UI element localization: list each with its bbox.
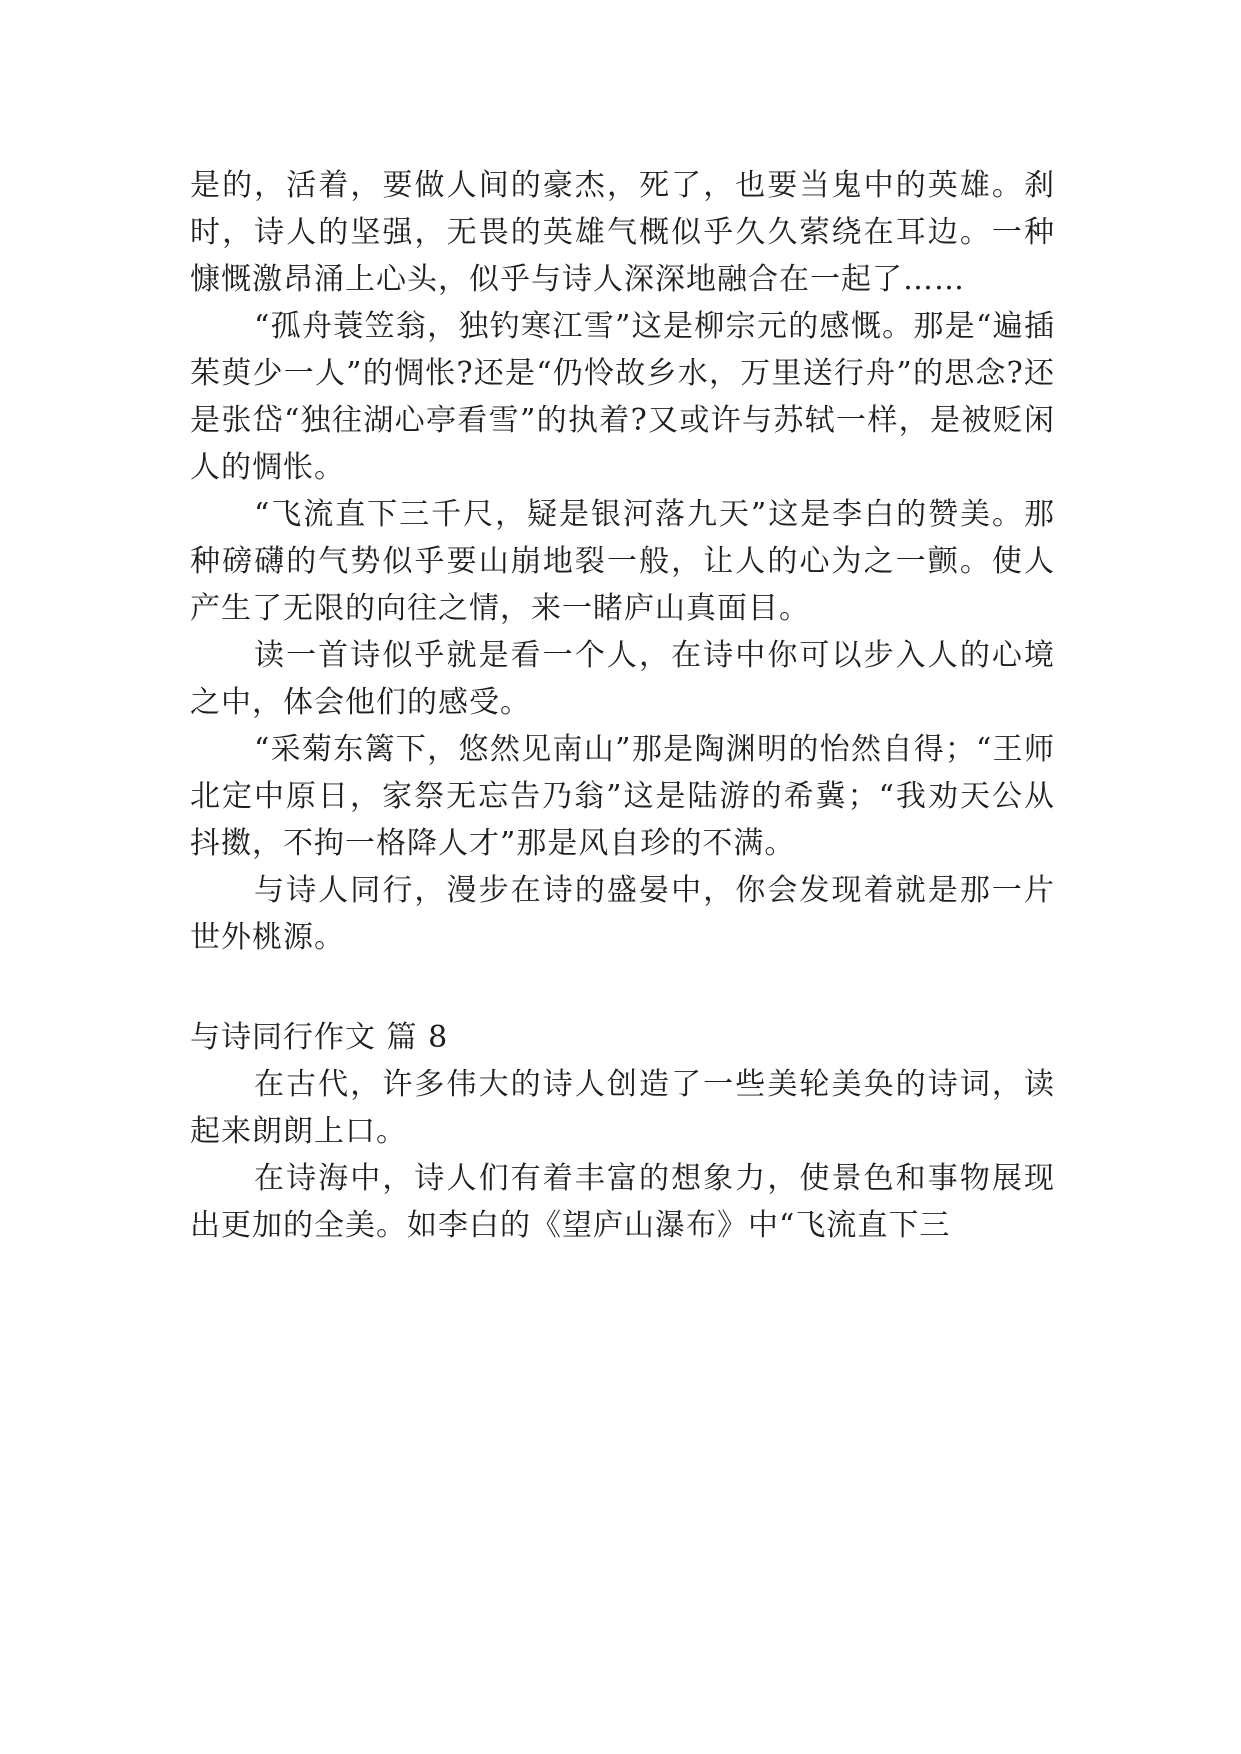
section-heading: 与诗同行作文 篇 8 xyxy=(190,1020,449,1055)
paragraph: “孤舟蓑笠翁，独钓寒江雪”这是柳宗元的感慨。那是“遍插茱萸少一人”的惆怅?还是“仍怜故乡水，万里送行舟”的思念?还是张岱“独往湖心亭看雪”的执着?又或许与苏轼一样，是被贬闲人的惆怅。 xyxy=(190,309,1055,485)
paragraph: 与诗人同行，漫步在诗的盛晏中，你会发现着就是那一片世外桃源。 xyxy=(190,873,1055,955)
paragraph: 在诗海中，诗人们有着丰富的想象力，使景色和事物展现出更加的全美。如李白的《望庐山瀑布》中“飞流直下三 xyxy=(190,1161,1055,1243)
paragraph: “采菊东篱下，悠然见南山”那是陶渊明的怡然自得；“王师北定中原日，家祭无忘告乃翁”这是陆游的希冀；“我劝天公从抖擞，不拘一格降人才”那是风自珍的不满。 xyxy=(190,732,1055,861)
paragraph: 在古代，许多伟大的诗人创造了一些美轮美奂的诗词，读起来朗朗上口。 xyxy=(190,1067,1055,1149)
paragraph: 读一首诗似乎就是看一个人，在诗中你可以步入人的心境之中，体会他们的感受。 xyxy=(190,638,1055,720)
paragraph: 是的，活着，要做人间的豪杰，死了，也要当鬼中的英雄。刹时，诗人的坚强，无畏的英雄气概似乎久久萦绕在耳边。一种慷慨激昂涌上心头，似乎与诗人深深地融合在一起了…… xyxy=(190,168,1055,297)
paragraph: “飞流直下三千尺，疑是银河落九天”这是李白的赞美。那种磅礴的气势似乎要山崩地裂一般，让人的心为之一颤。使人产生了无限的向往之情，来一睹庐山真面目。 xyxy=(190,497,1055,626)
document-body xyxy=(190,162,1055,1249)
